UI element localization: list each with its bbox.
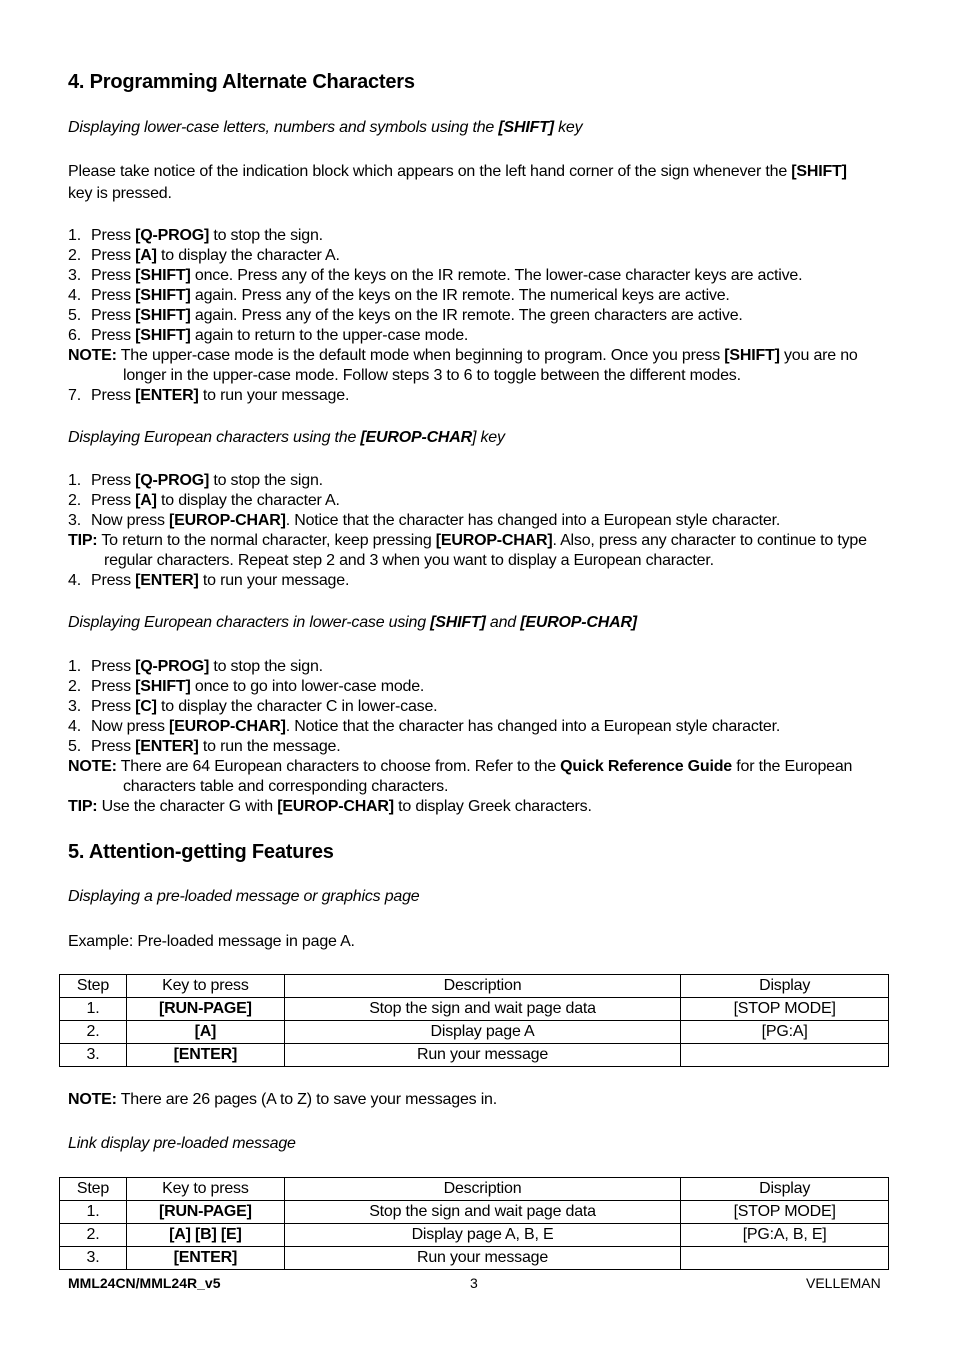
preloaded-table	[59, 974, 889, 1067]
cell-step: 2.	[60, 1224, 127, 1247]
cell-description: Stop the sign and wait page data	[284, 1201, 680, 1224]
col-header-description: Description	[284, 1178, 680, 1201]
list-item: 4. Now press [EUROP-CHAR]. Notice that the character has changed into a European style character.	[68, 718, 781, 735]
tip: TIP: To return to the normal character, keep pressing [EUROP-CHAR]. Also, press any character to continue to type	[68, 532, 867, 549]
list-item: 3. Press [C] to display the character C in lower-case.	[68, 698, 438, 715]
cell-key: [ENTER]	[126, 1247, 284, 1270]
cell-description: Run your message	[284, 1247, 680, 1270]
list-item: 5. Press [ENTER] to run the message.	[68, 738, 341, 755]
col-header-display: Display	[681, 975, 889, 998]
shift-subtitle: Displaying lower-case letters, numbers and symbols using the [SHIFT] key	[68, 119, 583, 136]
cell-description: Stop the sign and wait page data	[284, 998, 680, 1021]
europ-lower-steps-list	[68, 657, 852, 817]
table-row	[60, 1044, 889, 1067]
col-header-key: Key to press	[126, 1178, 284, 1201]
col-header-key: Key to press	[126, 975, 284, 998]
list-item: 1. Press [Q-PROG] to stop the sign.	[68, 472, 323, 489]
cell-step: 2.	[60, 1021, 127, 1044]
link-subtitle: Link display pre-loaded message	[68, 1135, 296, 1152]
section-4-heading: 4. Programming Alternate Characters	[68, 71, 415, 93]
cell-display: [STOP MODE]	[681, 1201, 889, 1224]
table-header-row	[60, 1178, 889, 1201]
list-item: 2. Press [SHIFT] once to go into lower-case mode.	[68, 678, 425, 695]
tip: TIP: Use the character G with [EUROP-CHAR] to display Greek characters.	[68, 798, 592, 815]
table-row	[60, 1224, 889, 1247]
list-item: 1. Press [Q-PROG] to stop the sign.	[68, 658, 323, 675]
preloaded-subtitle: Displaying a pre-loaded message or graphics page	[68, 888, 420, 905]
shift-intro: Please take notice of the indication block which appears on the left hand corner of the sign whenever the [SHIFT] key is pressed.	[68, 163, 847, 202]
cell-description: Run your message	[284, 1044, 680, 1067]
cell-display: [PG:A, B, E]	[681, 1224, 889, 1247]
footer-brand: VELLEMAN	[806, 1275, 881, 1291]
table-row	[60, 998, 889, 1021]
shift-steps-list	[68, 226, 858, 406]
table-header-row	[60, 975, 889, 998]
preloaded-example: Example: Pre-loaded message in page A.	[68, 933, 355, 950]
note-continuation: longer in the upper-case mode. Follow steps 3 to 6 to toggle between the different modes.	[123, 367, 741, 384]
cell-key: [RUN-PAGE]	[126, 998, 284, 1021]
cell-step: 1.	[60, 998, 127, 1021]
col-header-description: Description	[284, 975, 680, 998]
cell-display: [STOP MODE]	[681, 998, 889, 1021]
cell-display	[681, 1044, 889, 1067]
cell-description: Display page A, B, E	[284, 1224, 680, 1247]
list-item: 2. Press [A] to display the character A.	[68, 492, 340, 509]
col-header-step: Step	[60, 1178, 127, 1201]
cell-display: [PG:A]	[681, 1021, 889, 1044]
pages-note: NOTE: There are 26 pages (A to Z) to save your messages in.	[68, 1091, 497, 1108]
cell-key: [A] [B] [E]	[126, 1224, 284, 1247]
list-item: 1. Press [Q-PROG] to stop the sign.	[68, 227, 323, 244]
cell-display	[681, 1247, 889, 1270]
link-table	[59, 1177, 889, 1270]
list-item: 5. Press [SHIFT] again. Press any of the keys on the IR remote. The green characters are active.	[68, 307, 743, 324]
list-item: 4. Press [ENTER] to run your message.	[68, 572, 350, 589]
list-item: 4. Press [SHIFT] again. Press any of the keys on the IR remote. The numerical keys are active.	[68, 287, 730, 304]
europ-lower-subtitle: Displaying European characters in lower-case using [SHIFT] and [EUROP-CHAR]	[68, 614, 637, 631]
cell-description: Display page A	[284, 1021, 680, 1044]
list-item: 6. Press [SHIFT] again to return to the upper-case mode.	[68, 327, 469, 344]
list-item: 3. Press [SHIFT] once. Press any of the keys on the IR remote. The lower-case character keys are active.	[68, 267, 803, 284]
note: NOTE: The upper-case mode is the default mode when beginning to program. Once you press [SHIFT] you are no	[68, 347, 858, 364]
list-item: 2. Press [A] to display the character A.	[68, 247, 340, 264]
section-5-heading: 5. Attention-getting Features	[68, 841, 334, 863]
list-item: 7. Press [ENTER] to run your message.	[68, 387, 350, 404]
tip-continuation: regular characters. Repeat step 2 and 3 when you want to display a European character.	[104, 552, 714, 569]
note-continuation: characters table and corresponding characters.	[123, 778, 449, 795]
col-header-step: Step	[60, 975, 127, 998]
cell-key: [RUN-PAGE]	[126, 1201, 284, 1224]
cell-step: 1.	[60, 1201, 127, 1224]
cell-step: 3.	[60, 1044, 127, 1067]
col-header-display: Display	[681, 1178, 889, 1201]
note: NOTE: There are 64 European characters to choose from. Refer to the Quick Reference Guide for the European	[68, 758, 853, 775]
cell-key: [A]	[126, 1021, 284, 1044]
europ-subtitle: Displaying European characters using the [EUROP-CHAR] key	[68, 429, 505, 446]
footer-page-number: 3	[470, 1275, 478, 1291]
table-row	[60, 1021, 889, 1044]
cell-step: 3.	[60, 1247, 127, 1270]
footer-model: MML24CN/MML24R_v5	[68, 1275, 221, 1291]
table-row	[60, 1247, 889, 1270]
europ-steps-list	[68, 471, 867, 591]
cell-key: [ENTER]	[126, 1044, 284, 1067]
table-row	[60, 1201, 889, 1224]
list-item: 3. Now press [EUROP-CHAR]. Notice that the character has changed into a European style character.	[68, 512, 781, 529]
